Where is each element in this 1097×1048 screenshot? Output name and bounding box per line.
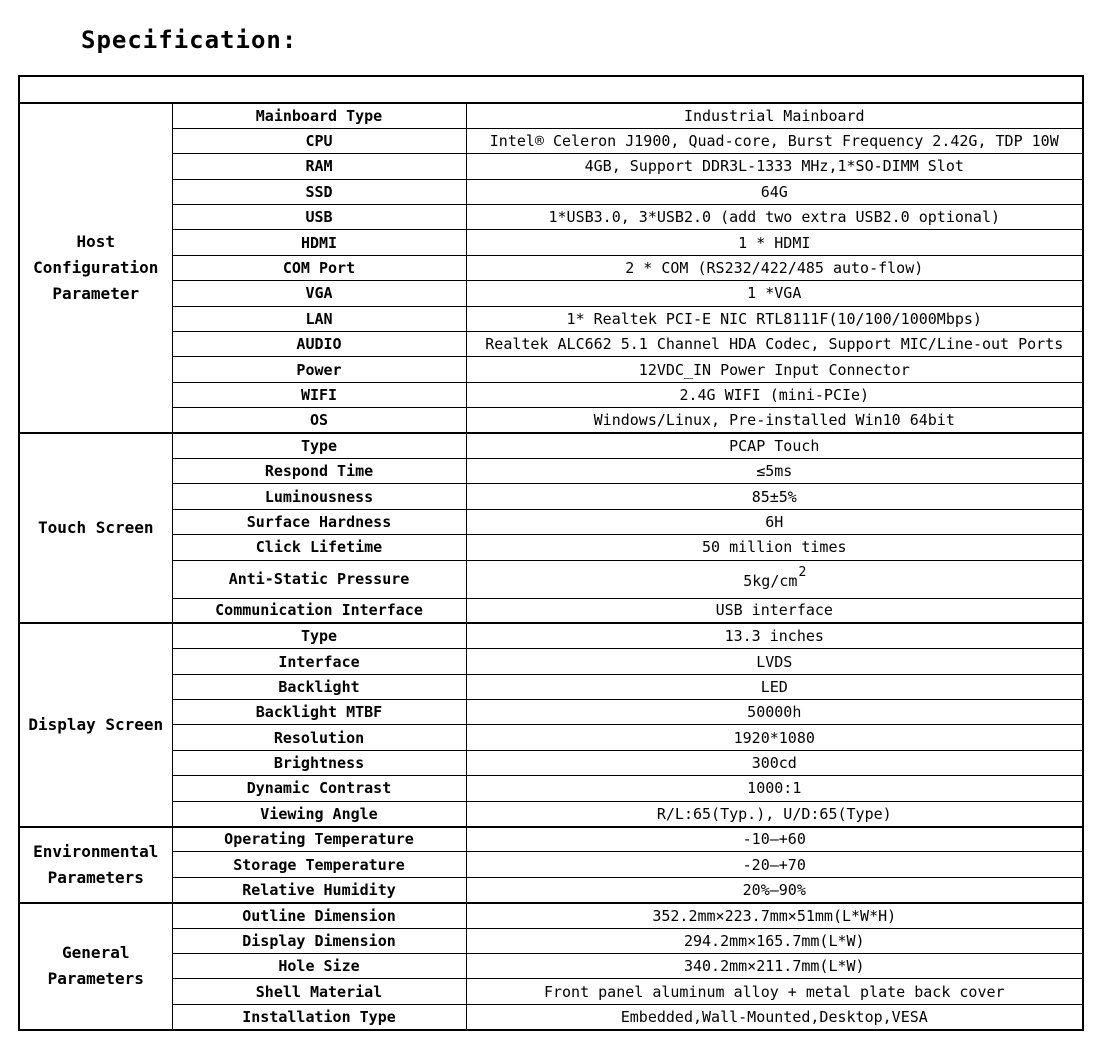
spec-row xyxy=(19,128,1083,153)
value-cell: -20—+70 xyxy=(466,852,1083,877)
spec-row xyxy=(19,598,1083,623)
category-cell-display-screen: Display Screen xyxy=(19,623,172,826)
spec-table xyxy=(18,75,1084,1031)
value-cell: 340.2mm×211.7mm(L*W) xyxy=(466,954,1083,979)
param-cell: Click Lifetime xyxy=(172,535,466,560)
value-cell: 1* Realtek PCI-E NIC RTL8111F(10/100/1000Mbps) xyxy=(466,306,1083,331)
param-cell: Storage Temperature xyxy=(172,852,466,877)
spec-row xyxy=(19,700,1083,725)
value-cell: 85±5% xyxy=(466,484,1083,509)
value-cell: LVDS xyxy=(466,649,1083,674)
param-cell: Backlight xyxy=(172,674,466,699)
param-cell: Outline Dimension xyxy=(172,903,466,928)
spec-row xyxy=(19,725,1083,750)
param-cell: Viewing Angle xyxy=(172,801,466,826)
param-cell: RAM xyxy=(172,154,466,179)
value-cell: Windows/Linux, Pre-installed Win10 64bit xyxy=(466,408,1083,433)
value-cell: Realtek ALC662 5.1 Channel HDA Codec, Support MIC/Line-out Ports xyxy=(466,332,1083,357)
value-cell: 50 million times xyxy=(466,535,1083,560)
value-cell: 352.2mm×223.7mm×51mm(L*W*H) xyxy=(466,903,1083,928)
param-cell: Backlight MTBF xyxy=(172,700,466,725)
param-cell: AUDIO xyxy=(172,332,466,357)
spec-row xyxy=(19,801,1083,826)
param-cell: Luminousness xyxy=(172,484,466,509)
param-cell: Operating Temperature xyxy=(172,827,466,852)
value-cell: 294.2mm×165.7mm(L*W) xyxy=(466,928,1083,953)
spec-row xyxy=(19,179,1083,204)
spec-row xyxy=(19,382,1083,407)
value-cell: 13.3 inches xyxy=(466,623,1083,648)
spec-row xyxy=(19,408,1083,433)
spec-row xyxy=(19,535,1083,560)
param-cell: Interface xyxy=(172,649,466,674)
empty-header-cell xyxy=(19,76,1083,103)
param-cell: Power xyxy=(172,357,466,382)
table-top-empty-row xyxy=(19,76,1083,103)
value-base: 5kg/cm xyxy=(743,571,798,590)
value-cell: 300cd xyxy=(466,750,1083,775)
category-cell-general-parameters: General Parameters xyxy=(19,903,172,1030)
value-cell: Intel® Celeron J1900, Quad-core, Burst Frequency 2.42G, TDP 10W xyxy=(466,128,1083,153)
param-cell: CPU xyxy=(172,128,466,153)
param-cell: OS xyxy=(172,408,466,433)
spec-row xyxy=(19,750,1083,775)
spec-row xyxy=(19,433,1083,458)
param-cell: Type xyxy=(172,433,466,458)
param-cell: SSD xyxy=(172,179,466,204)
spec-row xyxy=(19,560,1083,598)
param-cell: Communication Interface xyxy=(172,598,466,623)
spec-row xyxy=(19,458,1083,483)
param-cell: HDMI xyxy=(172,230,466,255)
param-cell: USB xyxy=(172,205,466,230)
param-cell: COM Port xyxy=(172,255,466,280)
value-cell: 2 * COM (RS232/422/485 auto-flow) xyxy=(466,255,1083,280)
param-cell: Mainboard Type xyxy=(172,103,466,128)
spec-row xyxy=(19,1004,1083,1029)
param-cell: VGA xyxy=(172,281,466,306)
param-cell: Type xyxy=(172,623,466,648)
param-cell: Surface Hardness xyxy=(172,509,466,534)
value-cell: LED xyxy=(466,674,1083,699)
spec-row xyxy=(19,255,1083,280)
spec-row xyxy=(19,674,1083,699)
spec-row xyxy=(19,928,1083,953)
value-cell: USB interface xyxy=(466,598,1083,623)
value-cell: 1920*1080 xyxy=(466,725,1083,750)
spec-row xyxy=(19,649,1083,674)
spec-row xyxy=(19,103,1083,128)
param-cell: LAN xyxy=(172,306,466,331)
spec-row xyxy=(19,230,1083,255)
value-cell: 2.4G WIFI (mini-PCIe) xyxy=(466,382,1083,407)
spec-row xyxy=(19,484,1083,509)
value-cell: Embedded,Wall-Mounted,Desktop,VESA xyxy=(466,1004,1083,1029)
param-cell: Installation Type xyxy=(172,1004,466,1029)
value-cell: 20%—90% xyxy=(466,877,1083,902)
spec-row xyxy=(19,357,1083,382)
param-cell: Display Dimension xyxy=(172,928,466,953)
category-cell-host-configuration-parameter: Host Configuration Parameter xyxy=(19,103,172,433)
param-cell: Shell Material xyxy=(172,979,466,1004)
value-cell: R/L:65(Typ.), U/D:65(Type) xyxy=(466,801,1083,826)
spec-row xyxy=(19,827,1083,852)
spec-row xyxy=(19,509,1083,534)
value-superscript: 2 xyxy=(798,564,807,580)
value-cell: 64G xyxy=(466,179,1083,204)
spec-row xyxy=(19,979,1083,1004)
spec-row xyxy=(19,954,1083,979)
spec-row xyxy=(19,154,1083,179)
value-cell-anti-static xyxy=(466,560,1083,598)
param-cell: Brightness xyxy=(172,750,466,775)
param-cell: Anti-Static Pressure xyxy=(172,560,466,598)
param-cell: Resolution xyxy=(172,725,466,750)
value-cell: 6H xyxy=(466,509,1083,534)
spec-row xyxy=(19,877,1083,902)
value-cell: 1*USB3.0, 3*USB2.0 (add two extra USB2.0 optional) xyxy=(466,205,1083,230)
value-cell: Front panel aluminum alloy + metal plate back cover xyxy=(466,979,1083,1004)
value-cell: PCAP Touch xyxy=(466,433,1083,458)
spec-row xyxy=(19,776,1083,801)
spec-row xyxy=(19,281,1083,306)
spec-row xyxy=(19,306,1083,331)
spec-row xyxy=(19,623,1083,648)
param-cell: Dynamic Contrast xyxy=(172,776,466,801)
value-cell: 1 *VGA xyxy=(466,281,1083,306)
spec-row xyxy=(19,903,1083,928)
value-cell: 4GB, Support DDR3L-1333 MHz,1*SO-DIMM Slot xyxy=(466,154,1083,179)
value-cell: 50000h xyxy=(466,700,1083,725)
spec-row xyxy=(19,852,1083,877)
value-cell: ≤5ms xyxy=(466,458,1083,483)
param-cell: Respond Time xyxy=(172,458,466,483)
category-cell-touch-screen: Touch Screen xyxy=(19,433,172,623)
param-cell: Hole Size xyxy=(172,954,466,979)
spec-row xyxy=(19,332,1083,357)
value-cell: 1000:1 xyxy=(466,776,1083,801)
param-cell: Relative Humidity xyxy=(172,877,466,902)
page-title: Specification: xyxy=(81,26,298,54)
value-cell: 12VDC_IN Power Input Connector xyxy=(466,357,1083,382)
value-cell: 1 * HDMI xyxy=(466,230,1083,255)
value-cell: -10—+60 xyxy=(466,827,1083,852)
value-cell: Industrial Mainboard xyxy=(466,103,1083,128)
category-cell-environmental-parameters: Environmental Parameters xyxy=(19,827,172,903)
spec-row xyxy=(19,205,1083,230)
param-cell: WIFI xyxy=(172,382,466,407)
